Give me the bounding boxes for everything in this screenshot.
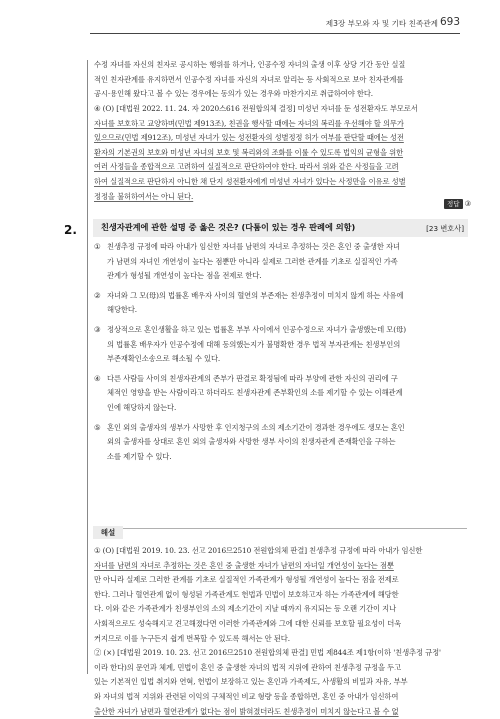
- choice-line: 해당한다.: [107, 305, 138, 315]
- choice-number: ①: [94, 242, 101, 251]
- solution-line: 사회적으로도 성숙해지고 견고해졌다면 이러한 가족관계와 그에 대한 신뢰를 보호할 필요성이 더욱: [94, 618, 402, 628]
- chapter-title: 제3장 부모와 자 및 기타 친족관계: [325, 19, 438, 28]
- choice-line: 혼인 외의 출생자의 생부가 사망한 후 인지청구의 소의 제소기간이 경과한 경우에도 생모는 혼인: [107, 422, 405, 432]
- choice-number: ④: [94, 373, 101, 383]
- choice-4: [94, 372, 465, 416]
- question-number: 2.: [64, 223, 77, 237]
- choice-number: ③: [94, 324, 101, 334]
- choice-line: 다른 사람들 사이의 친생자관계의 존부가 판결로 확정됨에 따라 부양에 관한 자신의 권리에 구: [107, 373, 398, 383]
- intro-line: 공시·용인해 왔다고 볼 수 있는 경우에는 동의가 있는 경우와 마찬가지로 취급하여야 한다.: [94, 89, 374, 99]
- choice-line: 가 남편의 자녀인 개연성이 높다는 점뿐만 아니라 실제로 그러한 관계를 기초로 실질적인 가족: [107, 256, 398, 266]
- explanation-line: 여러 사정들을 종합적으로 고려하여 실질적으로 판단하여야 한다. 따라서 위와 같은 사정들을 고려: [94, 162, 399, 172]
- solution-text: [94, 544, 465, 719]
- choice-3: [94, 323, 465, 367]
- intro-line: 수정 자녀를 자신의 친자로 공시하는 행위를 하거나, 인공수정 자녀의 출생 이후 상당 기간 동안 실질: [94, 60, 406, 69]
- explanation-line: 환자의 기본권의 보호와 미성년 자녀의 보호 및 복리와의 조화를 이룰 수 있도록 법익의 균형을 위한: [94, 147, 404, 157]
- question-title: 친생자관계에 관한 설명 중 옳은 것은? (다툼이 있는 경우 판례에 의함): [101, 222, 356, 232]
- answer-badge: 정답: [444, 199, 463, 209]
- solution-line: 만 아니라 실제로 그러한 관계를 기초로 실질적인 가족관계가 형성될 개연성이 높다는 점을 전제로: [94, 575, 399, 585]
- explanation-line: 하여 실질적으로 판단하지 아니한 채 단지 성전환자에게 미성년 자녀가 있다는 사정만을 이유로 성별: [94, 176, 406, 186]
- question-source: [23 변호사]: [426, 224, 464, 233]
- choice-line: 부존재확인소송으로 해소될 수 있다.: [107, 354, 221, 364]
- answer-value: ③: [464, 199, 472, 208]
- explanation-line: ④ (O) [대법원 2022. 11. 24. 자 2020스616 전원합의체 결정] 미성년 자녀를 둔 성전환자도 부모로서: [94, 104, 418, 113]
- choice-line: 외의 출생자를 상대로 혼인 외의 출생자와 사망한 생부 사이의 친생자관계 존재확인을 구하는: [107, 437, 396, 447]
- page-header: [0, 16, 500, 36]
- solution-line: 자녀를 남편의 자녀로 추정하는 것은 혼인 중 출생한 자녀가 남편의 자녀일 개연성이 높다는 점뿐: [94, 560, 394, 570]
- solution-line: 커지므로 이를 누구든지 쉽게 번복할 수 있도록 해서는 안 된다.: [94, 633, 290, 643]
- solution-line: 있는 기본적인 입법 취지와 연혁, 헌법이 보장하고 있는 혼인과 가족제도, 사생활의 비밀과 자유, 부부: [94, 677, 408, 687]
- intro-text: [94, 58, 465, 102]
- choice-2: [94, 289, 465, 318]
- solution-line: 이라 한다)의 문언과 체계, 민법이 혼인 중 출생한 자녀의 법적 지위에 관하여 친생추정 규정을 두고: [94, 662, 402, 672]
- solution-label: 해설: [93, 526, 123, 539]
- choice-line: 소를 제기할 수 있다.: [107, 451, 172, 461]
- margin-rule: [87, 60, 88, 674]
- choice-line: 관계가 형성될 개연성이 높다는 점을 전제로 한다.: [107, 271, 262, 281]
- choice-5: [94, 421, 465, 465]
- intro-line: 적인 친자관계를 유지하면서 인공수정 자녀를 자신의 자녀로 알리는 등 사회적으로 보아 친자관계를: [94, 74, 404, 84]
- choice-line: 체적인 영향을 받는 사람이라고 하더라도 친생자관계 존부확인의 소를 제기할 수 있는 이해관계: [107, 388, 403, 398]
- choice-line: 의 법률혼 배우자가 인공수정에 대해 동의했는지가 불명확한 경우 법적 부자관계는 친생부인의: [107, 339, 401, 349]
- choice-number: ⑤: [94, 422, 101, 432]
- page-number: 693: [439, 16, 460, 28]
- explanation-4: [94, 102, 465, 204]
- choice-line: 정상적으로 혼인생활을 하고 있는 법률혼 부부 사이에서 인공수정으로 자녀가 출생했는데 모(母): [107, 324, 406, 334]
- choice-line: 친생추정 규정에 따라 아내가 임신한 자녀를 남편의 자녀로 추정하는 것은 혼인 중 출생한 자녀: [107, 242, 400, 251]
- solution-line: 와 자녀의 법적 지위와 관련된 이익의 구체적인 비교 형량 등을 종합하면, 혼인 중 아내가 임신하여: [94, 691, 399, 701]
- solution-line: 다. 이와 같은 가족관계가 친생부인의 소의 제소기간이 지날 때까지 유지되는 등 오랜 기간이 지나: [94, 604, 397, 614]
- choice-line: 자녀와 그 모(母)의 법률혼 배우자 사이의 혈연의 부존재는 친생추정이 미치지 않게 하는 사유에: [107, 290, 404, 300]
- explanation-line: 정정을 불허하여서는 아니 된다.: [94, 191, 194, 201]
- choice-1: [94, 240, 465, 284]
- choices-list: [94, 240, 465, 464]
- solution-line: 한다. 그러나 혈연관계 없이 형성된 가족관계도 헌법과 민법이 보호하고자 하는 가족관계에 해당한: [94, 589, 399, 599]
- answer-indicator: [440, 191, 471, 210]
- choice-number: ②: [94, 290, 101, 300]
- header-rule: [90, 33, 460, 34]
- explanation-line-last: [94, 190, 465, 205]
- solution-line: ① (O) [대법원 2019. 10. 23. 선고 2016므2510 전원합의체 판결] 친생추정 규정에 따라 아내가 임신한: [94, 546, 423, 555]
- solution-line: ② (×) [대법원 2019. 10. 23. 선고 2016므2510 전원합의체 판결] 민법 제844조 제1항(이하 '친생추정 규정': [94, 648, 441, 658]
- explanation-line: 있으므로(민법 제912조), 미성년 자녀가 있는 성전환자의 성별정정 허가 여부를 판단할 때에는 성전: [94, 133, 404, 143]
- explanation-line: 자녀를 보호하고 교양하며(민법 제913조), 친권을 행사할 때에는 자녀의 복리를 우선해야 할 의무가: [94, 118, 404, 128]
- solution-line: 출산한 자녀가 남편과 혈연관계가 없다는 점이 밝혀졌더라도 친생추정이 미치지 않는다고 볼 수 없: [94, 706, 399, 716]
- choice-line: 인에 해당하지 않는다.: [107, 402, 177, 412]
